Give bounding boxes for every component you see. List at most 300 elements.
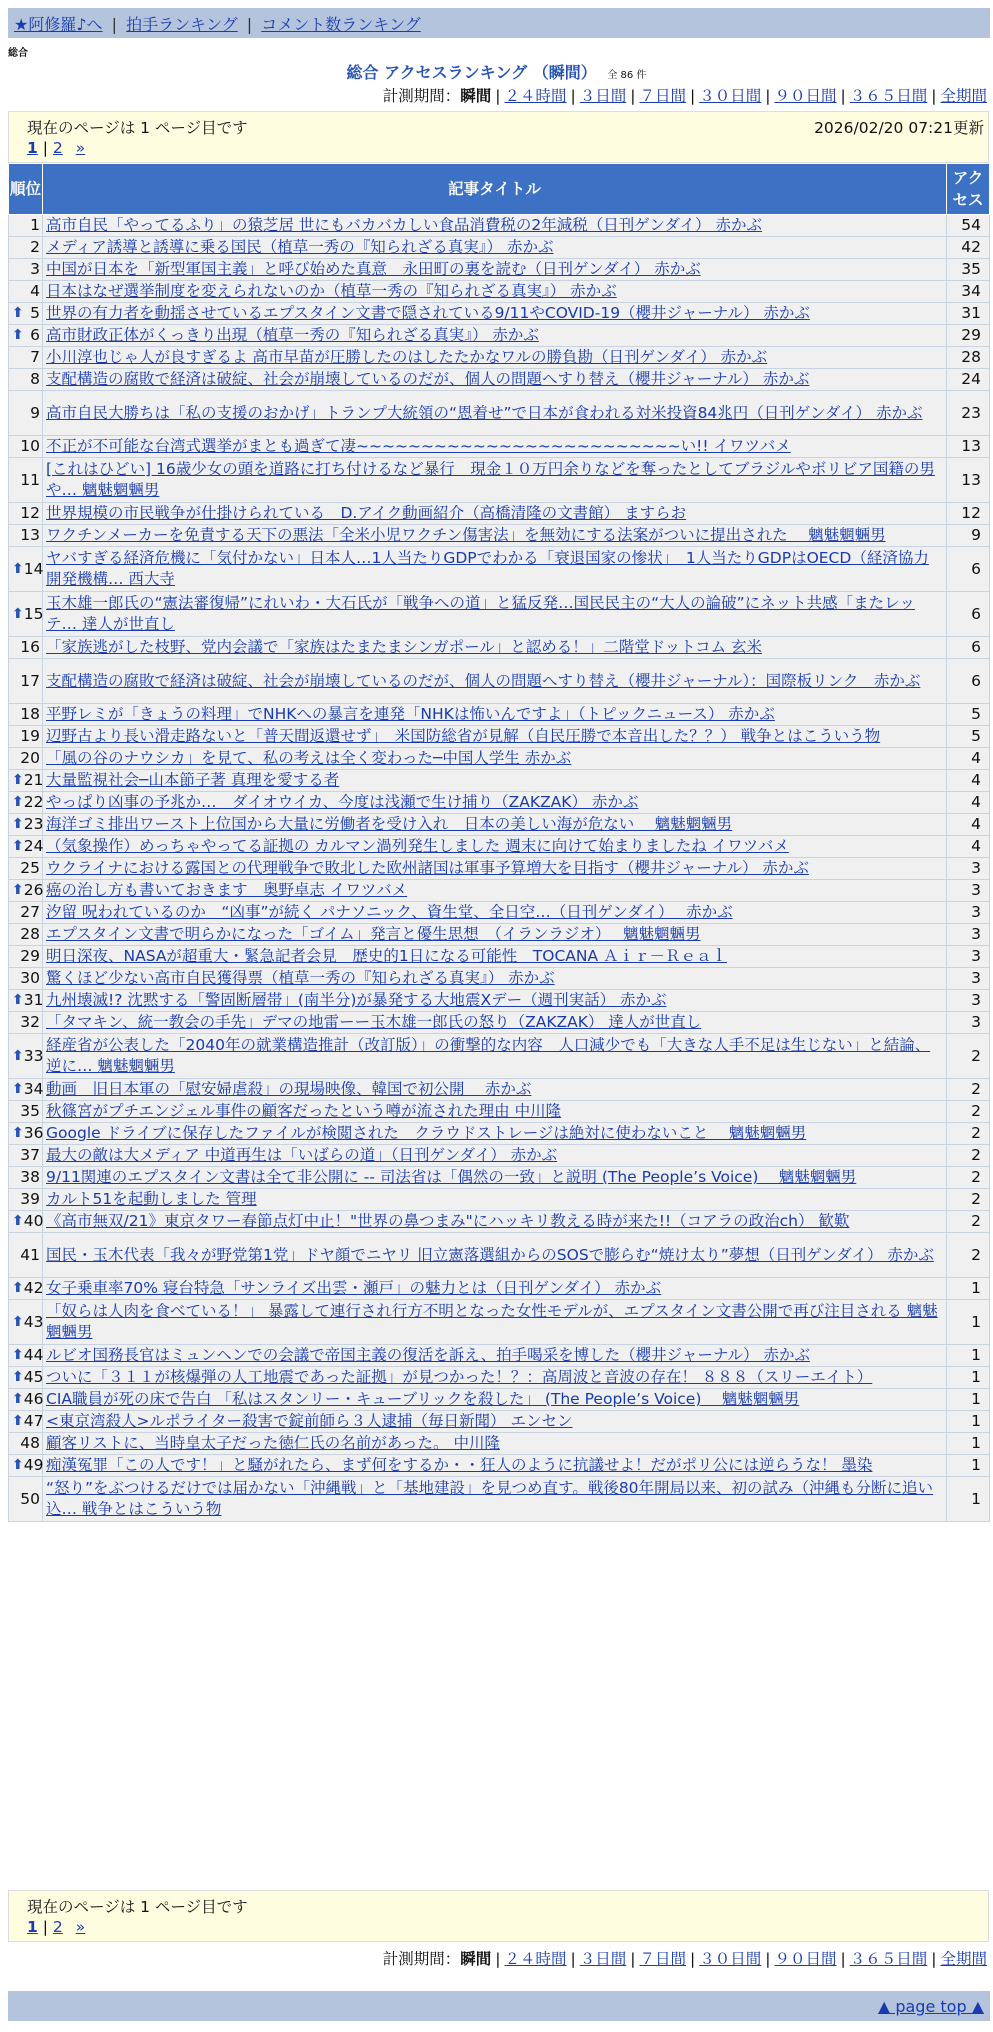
article-link[interactable]: 経産省が公表した「2040年の就業構造推計（改訂版）」の衝撃的な内容 人口減少でも「大きな人手不足は生じない」と結論、逆に… 魑魅魍魎男 [46,1036,931,1075]
article-link[interactable]: CIA職員が死の床で告白 「私はスタンリー・キューブリックを殺した」 (The People’s Voice) 魑魅魍魎男 [46,1390,800,1408]
rank-up-arrow-icon: ⬆ [12,605,24,622]
title-cell [43,726,947,748]
rank-cell [9,902,43,924]
table-row [9,1433,990,1455]
title-cell [43,1211,947,1233]
table-row [9,880,990,902]
period-option-1[interactable]: ２４時間 [504,87,567,105]
rank-cell [9,1433,43,1455]
article-link[interactable]: 九州壊滅!? 沈黙する「警固断層帯」(南半分)が暴発する大地震Xデー（週刊実話） 赤かぶ [46,991,667,1009]
article-link[interactable]: 顧客リストに、当時皇太子だった徳仁氏の名前があった。 中川隆 [46,1434,500,1452]
period-option-3[interactable]: ７日間 [639,87,686,105]
rank-cell [9,1455,43,1477]
access-count: 6 [947,592,990,637]
pager-bottom [27,1918,85,1936]
table-row [9,458,990,503]
access-count: 4 [947,792,990,814]
article-link[interactable]: 9/11関連のエプスタイン文書は全て非公開に -- 司法省は「偶然の一致」と説明 (The People’s Voice) 魑魅魍魎男 [46,1168,857,1186]
article-link[interactable]: 《高市無双/21》東京タワー春節点灯中止！"世界の鼻つまみ"にハッキリ教える時が来た!!（コアラの政治ch） 歓歎 [46,1212,850,1230]
rank-column-header: 順位 [9,164,43,215]
rank-number: 28 [20,925,40,943]
access-count: 1 [947,1278,990,1300]
access-count: 4 [947,814,990,836]
rank-cell [9,259,43,281]
period-option-5[interactable]: ９０日間 [774,1950,837,1968]
title-cell [43,547,947,592]
updated-timestamp: 2026/02/20 07:21更新 [814,119,984,137]
rank-number: 12 [20,504,40,522]
article-link[interactable]: 支配構造の腐敗で経済は破綻、社会が崩壊しているのだが、個人の問題へすり替え（櫻井ジャーナル） 赤かぶ [46,370,810,388]
article-link[interactable]: 不正が不可能な台湾式選挙がまとも過ぎて凄~~~~~~~~~~~~~~~~~~~~~~~~~い!! イワツバメ [46,437,791,455]
period-option-4[interactable]: ３０日間 [699,1950,762,1968]
period-separator: | [765,1950,771,1968]
rank-number: 46 [23,1390,44,1408]
table-row [9,1101,990,1123]
rank-cell [9,748,43,770]
table-row [9,303,990,325]
period-option-0: 瞬間 [460,87,492,105]
title-cell [43,836,947,858]
pager-next[interactable]: » [75,139,86,157]
rank-cell [9,1123,43,1145]
access-count: 3 [947,880,990,902]
period-separator: | [765,87,771,105]
period-selector-bottom [383,1947,987,1969]
home-link[interactable]: ★阿修羅♪へ [14,15,103,34]
article-link[interactable]: 汐留 呪われているのか “凶事”が続く パナソニック、資生堂、全日空…（日刊ゲンダイ） 赤かぶ [46,903,733,921]
rank-number: 32 [20,1013,40,1031]
rank-number: 8 [30,370,40,388]
access-count: 2 [947,1233,990,1278]
table-row [9,836,990,858]
title-cell [43,391,947,436]
title-cell [43,1433,947,1455]
rank-up-arrow-icon: ⬆ [12,1313,24,1330]
period-option-2[interactable]: ３日間 [579,1950,627,1968]
table-row [9,770,990,792]
article-link[interactable]: 秋篠宮がプチエンジェル事件の顧客だったという噂が流された理由 中川隆 [46,1102,562,1120]
rank-up-arrow-icon: ⬆ [12,327,24,343]
table-row [9,946,990,968]
rank-cell [9,525,43,547]
title-cell [43,1012,947,1034]
table-row [9,1167,990,1189]
title-cell [43,748,947,770]
article-link[interactable]: <東京湾殺人>ルポライター殺害で錠前師ら３人逮捕（毎日新聞） エンセン [46,1412,573,1430]
article-link[interactable]: 玉木雄一郎氏の“憲法審復帰”にれいわ・大石氏が「戦争への道」と猛反発…国民民主の“大人の論破”にネット共感「またレッテ… 達人が世直し [46,594,915,633]
current-page-text: 現在のページは 1 ページ目です [27,1898,248,1916]
article-link[interactable]: 中国が日本を「新型軍国主義」と呼び始めた真意 永田町の裏を読む（日刊ゲンダイ） 赤かぶ [46,260,701,278]
rank-cell [9,503,43,525]
article-link[interactable]: 世界の有力者を動揺させているエプスタイン文書で隠されている9/11やCOVID-19（櫻井ジャーナル） 赤かぶ [46,304,810,322]
access-count: 3 [947,924,990,946]
rank-cell [9,1411,43,1433]
ranking-title: 総合 アクセスランキング （瞬間） [346,63,597,82]
rank-number: 45 [23,1368,44,1386]
rank-cell [9,1167,43,1189]
access-count: 34 [947,281,990,303]
page-top-link[interactable]: ▲ page top ▲ [877,1997,984,2016]
rank-number: 50 [20,1489,40,1508]
rank-up-arrow-icon: ⬆ [12,794,24,810]
total-count: 全 86 件 [607,70,647,81]
rank-up-arrow-icon: ⬆ [12,1081,24,1097]
article-link[interactable]: エプスタイン文書で明らかになった「ゴイム」発言と優生思想 （イランラジオ） 魑魅魍魎男 [46,925,701,943]
period-option-6[interactable]: ３６５日間 [849,87,928,105]
rank-number: 24 [23,837,44,855]
rank-cell [9,1233,43,1278]
title-cell [43,924,947,946]
article-link[interactable]: 痴漢冤罪「この人です！」と騒がれたら、まず何をするか・・狂人のように抗議せよ！だがポリ公には逆らうな！ 墨染 [46,1456,873,1474]
rank-number: 4 [30,282,40,300]
rank-cell [9,924,43,946]
rank-number: 20 [20,749,40,767]
top-navigation-bar [8,8,990,38]
article-link[interactable]: カルト51を起動しました 管理 [46,1190,257,1208]
article-link[interactable]: やっぱり凶事の予兆か… ダイオウイカ、今度は浅瀬で生け捕り（ZAKZAK） 赤かぶ [46,793,639,811]
article-link[interactable]: メディア誘導と誘導に乗る国民（植草一秀の『知られざる真実』） 赤かぶ [46,238,554,256]
rank-cell [9,836,43,858]
rank-up-arrow-icon: ⬆ [12,1457,24,1473]
rank-cell [9,458,43,503]
access-count: 29 [947,325,990,347]
rank-cell [9,237,43,259]
table-row [9,1123,990,1145]
article-link[interactable]: ウクライナにおける露国との代理戦争で敗北した欧州諸国は軍事予算増大を目指す（櫻井ジャーナル） 赤かぶ [46,859,809,877]
article-link[interactable]: 高市自民「やってるふり」の猿芝居 世にもバカバカしい食品消費税の2年減税（日刊ゲンダイ） 赤かぶ [46,216,762,234]
access-column-header: アクセス [947,164,990,215]
rank-number: 15 [23,604,44,623]
access-count: 1 [947,1345,990,1367]
pager-next[interactable]: » [75,1918,86,1936]
period-option-3[interactable]: ７日間 [639,1950,686,1968]
rank-number: 38 [20,1168,40,1186]
article-link[interactable]: 癌の治し方も書いておきます 奥野卓志 イワツバメ [46,881,408,899]
access-count: 3 [947,1012,990,1034]
access-count: 13 [947,436,990,458]
period-separator: | [570,1950,576,1968]
access-count: 1 [947,1433,990,1455]
access-count: 2 [947,1123,990,1145]
pager-page-2[interactable]: 2 [52,1918,63,1936]
article-link[interactable]: 「タマキン、統一教会の手先」デマの地雷ーー玉木雄一郎氏の怒り（ZAKZAK） 達人が世直し [46,1013,702,1031]
period-separator: | [690,87,696,105]
article-link[interactable]: Google ドライブに保存したファイルが検閲された クラウドストレージは絶対に使わないこと 魑魅魍魎男 [46,1124,807,1142]
title-cell [43,1189,947,1211]
title-cell [43,237,947,259]
rank-number: 44 [23,1346,44,1364]
table-row [9,814,990,836]
title-cell [43,303,947,325]
title-cell [43,1145,947,1167]
access-count: 13 [947,458,990,503]
article-link[interactable]: 女子乗車率70% 寝台特急「サンライズ出雲・瀬戸」の魅力とは（日刊ゲンダイ） 赤かぶ [46,1279,662,1297]
article-link[interactable]: 「風の谷のナウシカ」を見て、私の考えは全く変わった─中国人学生 赤かぶ [46,749,572,767]
article-link[interactable]: ついに「３１１が核爆弾の人工地震であった証拠」が見つかった！？：高周波と音波の存在！ ８８８（スリーエイト） [46,1368,873,1386]
article-link[interactable]: 小川淳也じゃ人が良すぎるよ 高市早苗が圧勝したのはしたたかなワルの勝負勘（日刊ゲンダイ） 赤かぶ [46,348,768,366]
pager-page-2[interactable]: 2 [52,139,63,157]
period-separator: | [495,87,501,105]
table-row [9,1211,990,1233]
article-link[interactable]: 大量監視社会─山本節子著 真理を愛する者 [46,771,340,789]
table-row [9,792,990,814]
period-option-7[interactable]: 全期間 [940,1950,987,1968]
nav-separator: | [111,15,118,34]
table-row [9,237,990,259]
article-link[interactable]: 明日深夜、NASAが超重大・緊急記者会見 歴史的1日になる可能性 TOCANA Ａｉｒ－Ｒｅａｌ [46,947,728,965]
table-row [9,1034,990,1079]
title-cell [43,1167,947,1189]
article-link[interactable]: 世界規模の市民戦争が仕掛けられている D.アイク動画紹介（高橋清隆の文書館） ますらお [46,504,687,522]
period-separator: | [630,1950,636,1968]
title-cell [43,637,947,659]
rank-cell [9,1477,43,1522]
title-cell [43,592,947,637]
access-count: 31 [947,303,990,325]
title-cell [43,1300,947,1345]
table-row [9,547,990,592]
rank-cell [9,946,43,968]
period-option-2[interactable]: ３日間 [579,87,627,105]
rank-cell [9,704,43,726]
table-row [9,215,990,237]
rank-up-arrow-icon: ⬆ [12,816,24,832]
title-cell [43,659,947,704]
rank-up-arrow-icon: ⬆ [12,1347,24,1363]
pager-separator: | [42,1918,48,1936]
rank-number: 13 [20,526,40,544]
ranking-heading [0,60,993,83]
rank-cell [9,1012,43,1034]
title-cell [43,347,947,369]
table-row [9,659,990,704]
access-count: 1 [947,1477,990,1522]
table-row [9,1012,990,1034]
table-row [9,391,990,436]
article-link[interactable]: ヤバすぎる経済危機に「気付かない」日本人…1人当たりGDPでわかる「衰退国家の惨状」 1人当たりGDPはOECD（経済協力開発機構… 西大寺 [46,549,929,588]
table-row [9,1389,990,1411]
rank-number: 17 [20,671,40,690]
title-cell [43,770,947,792]
title-cell [43,968,947,990]
table-row [9,1411,990,1433]
table-row [9,748,990,770]
rank-number: 43 [23,1312,44,1331]
category-label: 総合 [8,48,28,59]
title-cell [43,436,947,458]
rank-cell [9,303,43,325]
rank-number: 41 [20,1245,40,1264]
rank-cell [9,1034,43,1079]
rank-up-arrow-icon: ⬆ [12,882,24,898]
rank-up-arrow-icon: ⬆ [12,1280,24,1296]
title-cell [43,814,947,836]
rank-cell [9,215,43,237]
table-row [9,369,990,391]
article-link[interactable]: 高市財政正体がくっきり出現（植草一秀の『知られざる真実』） 赤かぶ [46,326,539,344]
title-cell [43,1389,947,1411]
table-row [9,259,990,281]
table-row [9,968,990,990]
rank-up-arrow-icon: ⬆ [12,1369,24,1385]
rank-cell [9,592,43,637]
rank-cell [9,436,43,458]
rank-up-arrow-icon: ⬆ [12,1391,24,1407]
access-count: 2 [947,1211,990,1233]
access-count: 54 [947,215,990,237]
rank-cell [9,1145,43,1167]
title-cell [43,704,947,726]
table-row [9,990,990,1012]
table-row [9,924,990,946]
title-cell [43,259,947,281]
rank-number: 27 [20,903,40,921]
article-link[interactable]: 支配構造の腐敗で経済は破綻、社会が崩壊しているのだが、個人の問題へすり替え（櫻井ジャーナル）：国際板リンク 赤かぶ [46,671,921,690]
rank-number: 35 [20,1102,40,1120]
table-row [9,436,990,458]
rank-number: 19 [20,727,40,745]
rank-cell [9,1345,43,1367]
access-count: 2 [947,1079,990,1101]
access-count: 42 [947,237,990,259]
rank-cell [9,391,43,436]
period-label: 計測期間： [382,87,461,105]
article-link[interactable]: 日本はなぜ選挙制度を変えられないのか（植草一秀の『知られざる真実』） 赤かぶ [46,282,617,300]
page-status-top [8,111,989,163]
period-option-4[interactable]: ３０日間 [699,87,762,105]
access-count: 3 [947,902,990,924]
table-row [9,1278,990,1300]
rank-cell [9,347,43,369]
rank-cell [9,1079,43,1101]
rank-number: 3 [30,260,40,278]
title-cell [43,281,947,303]
access-count: 4 [947,748,990,770]
access-count: 3 [947,990,990,1012]
rank-cell [9,659,43,704]
table-row [9,858,990,880]
rank-number: 30 [20,969,40,987]
rank-number: 7 [30,348,40,366]
period-option-5[interactable]: ９０日間 [774,87,837,105]
access-count: 28 [947,347,990,369]
rank-up-arrow-icon: ⬆ [12,1413,24,1429]
nav-separator: | [246,15,253,34]
clap-ranking-link[interactable]: 拍手ランキング [126,15,238,34]
rank-cell [9,1189,43,1211]
rank-up-arrow-icon: ⬆ [12,838,24,854]
rank-number: 37 [20,1146,40,1164]
table-row [9,1300,990,1345]
table-row [9,637,990,659]
period-separator: | [931,1950,937,1968]
period-separator: | [570,87,576,105]
access-count: 4 [947,836,990,858]
pager-current-page: 1 [27,139,38,157]
table-row [9,1345,990,1367]
article-link[interactable]: ルビオ国務長官はミュンヘンでの会議で帝国主義の復活を訴え、拍手喝采を博した（櫻井ジャーナル） 赤かぶ [46,1346,810,1364]
rank-cell [9,858,43,880]
article-link[interactable]: 高市自民大勝ちは「私の支援のおかげ」トランプ大統領の“恩着せ”で日本が食われる対米投資84兆円（日刊ゲンダイ） 赤かぶ [46,403,923,422]
rank-number: 34 [23,1080,44,1098]
article-link[interactable]: 海洋ゴミ排出ワースト上位国から大量に労働者を受け入れ 日本の美しい海が危ない 魑魅魍魎男 [46,815,733,833]
article-link[interactable]: 「家族逃がした枝野、党内会議で「家族はたまたまシンガポール」と認める！」二階堂ドットコム 玄米 [46,638,762,656]
article-link[interactable]: 「奴らは人肉を食べている！」 暴露して連行され行方不明となった女性モデルが、エプスタイン文書公開で再び注目される 魑魅魍魎男 [46,1302,938,1341]
article-link[interactable]: ワクチンメーカーを免責する天下の悪法「全米小児ワクチン傷害法」を無効にする法案がついに提出された 魑魅魍魎男 [46,526,886,544]
title-cell [43,990,947,1012]
table-row [9,1079,990,1101]
title-cell [43,215,947,237]
access-count: 1 [947,1367,990,1389]
rank-cell [9,1278,43,1300]
rank-cell [9,1367,43,1389]
period-option-1[interactable]: ２４時間 [504,1950,567,1968]
period-option-6[interactable]: ３６５日間 [849,1950,928,1968]
rank-up-arrow-icon: ⬆ [12,1047,24,1064]
rank-number: 39 [20,1190,40,1208]
period-selector-top [383,84,987,106]
access-count: 1 [947,1411,990,1433]
table-row [9,503,990,525]
table-row [9,902,990,924]
article-link[interactable]: [これはひどい] 16歳少女の頭を道路に打ち付けるなど暴行 現金１０万円余りなどを奪ったとしてブラジルやボリビア国籍の男や… 魑魅魍魎男 [46,460,935,499]
rank-number: 26 [23,881,44,899]
title-cell [43,525,947,547]
table-row [9,347,990,369]
rank-number: 1 [30,216,40,234]
article-link[interactable]: “怒り”をぶつけるだけでは届かない「沖縄戦」と「基地建設」を見つめ直す。戦後80年開局以来、初の試み（沖縄も分断に追い込… 戦争とはこういう物 [46,1479,934,1518]
rank-up-arrow-icon: ⬆ [12,1213,24,1229]
access-count: 4 [947,770,990,792]
access-count: 5 [947,726,990,748]
rank-cell [9,770,43,792]
comment-ranking-link[interactable]: コメント数ランキング [261,15,421,34]
rank-cell [9,1300,43,1345]
access-count: 35 [947,259,990,281]
access-count: 6 [947,547,990,592]
pager-current-page: 1 [27,1918,38,1936]
title-cell [43,1477,947,1522]
title-cell [43,946,947,968]
article-link[interactable]: 驚くほど少ない高市自民獲得票（植草一秀の『知られざる真実』） 赤かぶ [46,969,555,987]
bottom-bar [8,1991,990,2021]
access-count: 24 [947,369,990,391]
title-cell [43,858,947,880]
article-link[interactable]: 最大の敵は大メディア 中道再生は「いばらの道」（日刊ゲンダイ） 赤かぶ [46,1146,558,1164]
access-count: 12 [947,503,990,525]
article-link[interactable]: 動画 旧日本軍の「慰安婦虐殺」の現場映像、韓国で初公開 赤かぶ [46,1080,532,1098]
rank-cell [9,1389,43,1411]
ranking-table [8,163,990,1522]
rank-number: 49 [23,1456,44,1474]
title-cell [43,1079,947,1101]
access-count: 1 [947,1389,990,1411]
period-option-0: 瞬間 [460,1950,492,1968]
article-link[interactable]: 国民・玉木代表「我々が野党第1党」ドヤ顔でニヤリ 旧立憲落選組からのSOSで膨らむ“焼け太り”夢想（日刊ゲンダイ） 赤かぶ [46,1245,934,1264]
access-count: 9 [947,525,990,547]
title-cell [43,325,947,347]
article-link[interactable]: 辺野古より長い滑走路ないと「普天間返還せず」 米国防総省が見解（自民圧勝で本音出した？？） 戦争とはこういう物 [46,727,881,745]
article-link[interactable]: （気象操作）めっちゃやってる証拠の カルマン渦列発生しました 週末に向けて始まりましたね イワツバメ [46,837,789,855]
access-count: 1 [947,1300,990,1345]
title-cell [43,880,947,902]
article-link[interactable]: 平野レミが「きょうの料理」でNHKへの暴言を連発「NHKは怖いんですよ」（トピックニュース） 赤かぶ [46,705,775,723]
table-row [9,1233,990,1278]
title-cell [43,503,947,525]
rank-number: 47 [23,1412,44,1430]
page-status-bottom [8,1890,989,1942]
period-option-7[interactable]: 全期間 [940,87,987,105]
